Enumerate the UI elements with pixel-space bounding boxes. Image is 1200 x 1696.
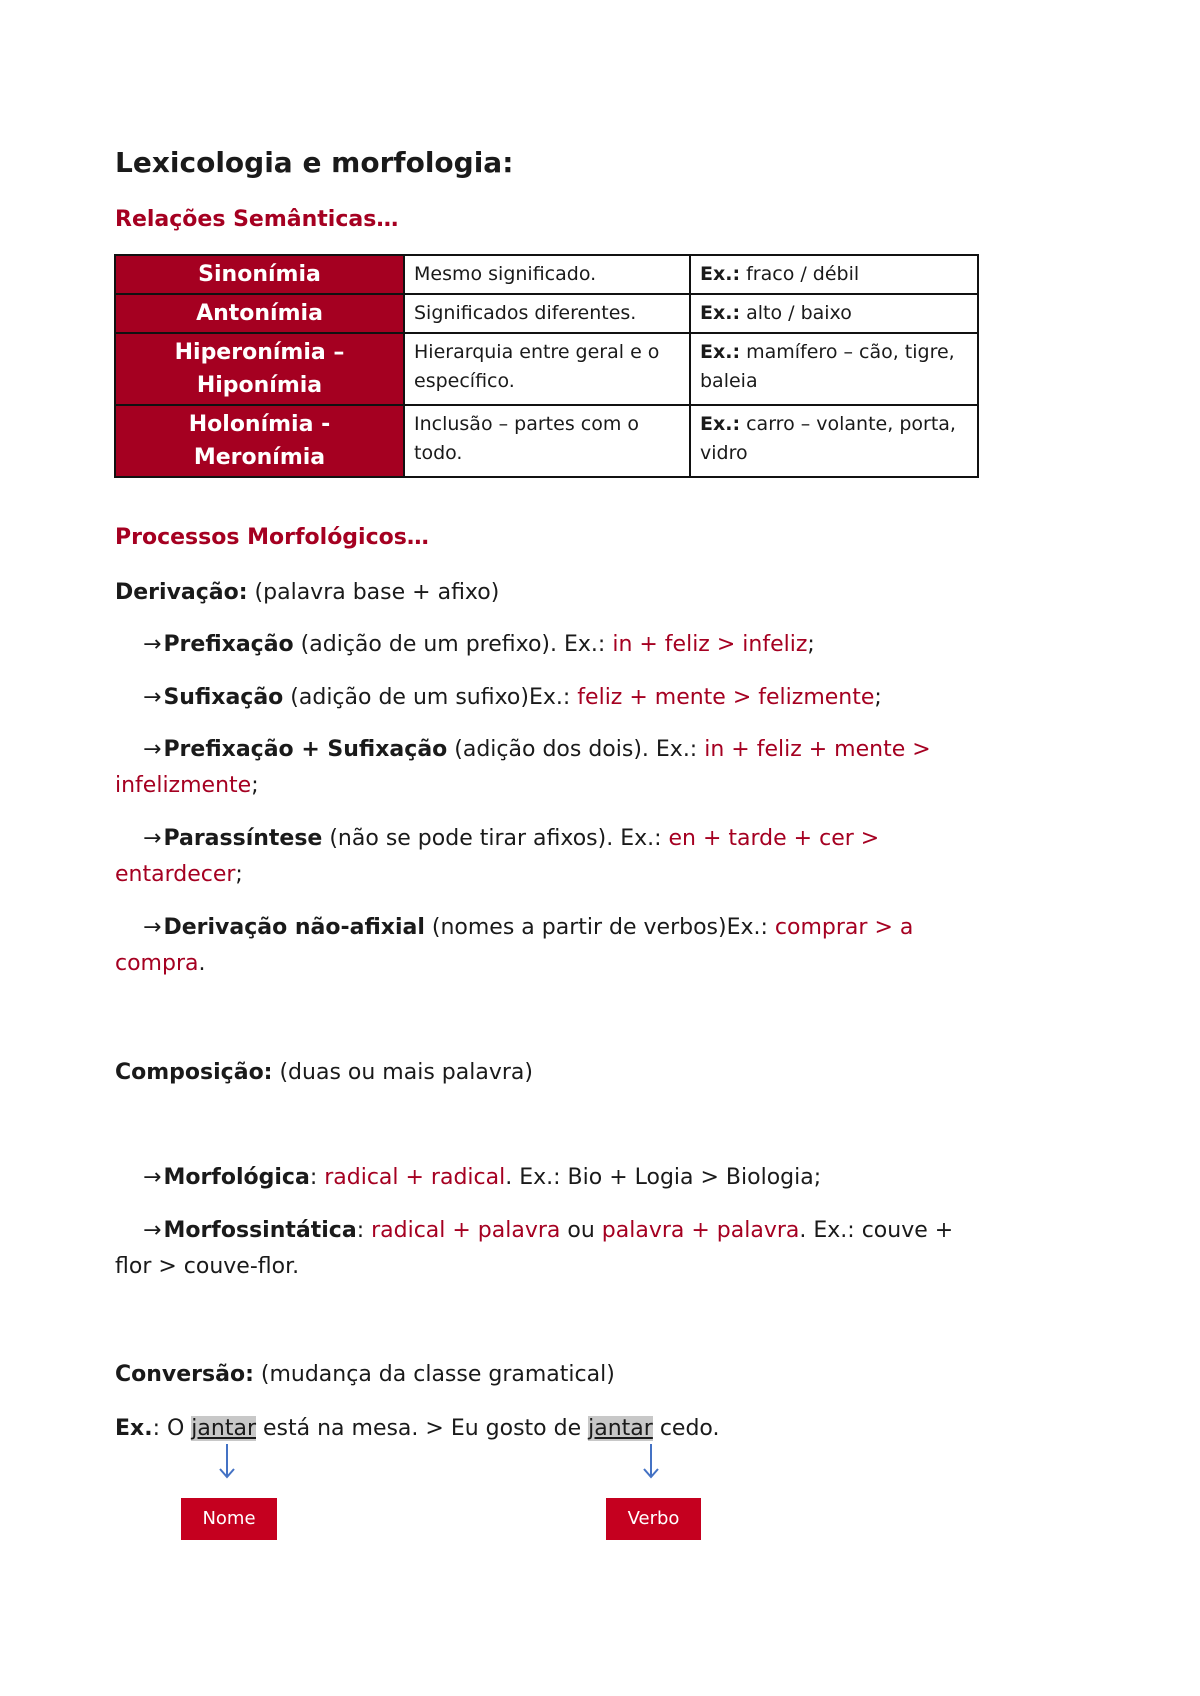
- example-label: Ex.: [115, 1416, 153, 1441]
- relation-term: Antonímia: [115, 294, 404, 333]
- derivacao-desc: (palavra base + afixo): [247, 580, 500, 605]
- process-example: palavra + palavra: [601, 1218, 800, 1243]
- composicao-desc: (duas ou mais palavra): [272, 1060, 533, 1085]
- process-example: in + feliz + mente >: [704, 737, 931, 762]
- relation-definition: Mesmo significado.: [404, 255, 690, 294]
- arrow-down-icon: [215, 1442, 239, 1482]
- example-label: Ex.:: [700, 302, 741, 324]
- conversao-heading: [115, 1362, 615, 1387]
- process-name: Prefixação: [163, 632, 294, 657]
- process-desc: (não se pode tirar afixos). Ex.:: [322, 826, 669, 851]
- relation-definition: Hierarquia entre geral e o específico.: [404, 333, 690, 405]
- semantic-section-heading: Relações Semânticas…: [115, 207, 399, 232]
- relation-example: [690, 294, 978, 333]
- process-sep: :: [356, 1218, 372, 1243]
- semantic-relations-table: [114, 254, 979, 478]
- highlighted-word-nome: jantar: [191, 1416, 256, 1441]
- process-end: .: [198, 951, 206, 976]
- arrow-icon: →: [143, 632, 162, 657]
- process-sep: :: [309, 1165, 325, 1190]
- process-end: ;: [251, 773, 259, 798]
- process-end: ;: [807, 632, 815, 657]
- process-name: Morfológica: [163, 1165, 310, 1190]
- example-text: : O: [152, 1416, 192, 1441]
- arrow-icon: →: [143, 737, 162, 762]
- process-name: Morfossintática: [163, 1218, 357, 1243]
- process-example: entardecer: [115, 862, 236, 887]
- list-item-continuation: [115, 862, 243, 887]
- arrow-icon: →: [143, 915, 162, 940]
- list-item: [143, 737, 931, 762]
- table-row: [115, 255, 978, 294]
- table-row: [115, 294, 978, 333]
- highlighted-word-verbo: jantar: [588, 1416, 653, 1441]
- relation-term: Holonímia - Meronímia: [115, 405, 404, 477]
- example-text: está na mesa. > Eu gosto de: [256, 1416, 589, 1441]
- morph-section-heading: Processos Morfológicos…: [115, 525, 429, 550]
- process-name: Sufixação: [163, 685, 284, 710]
- process-example: radical + radical: [324, 1165, 506, 1190]
- composicao-heading: [115, 1060, 533, 1085]
- process-end: ;: [874, 685, 882, 710]
- relation-term: Sinonímia: [115, 255, 404, 294]
- example-text: carro – volante, porta, vidro: [700, 413, 956, 464]
- list-item-continuation: [115, 773, 259, 798]
- list-item: [143, 1218, 953, 1243]
- process-desc: (adição de um sufixo)Ex.:: [283, 685, 578, 710]
- example-text: alto / baixo: [740, 302, 852, 324]
- conversao-example: [115, 1416, 720, 1441]
- process-mid: ou: [560, 1218, 602, 1243]
- example-text: mamífero – cão, tigre, baleia: [700, 341, 955, 392]
- relation-definition: Inclusão – partes com o todo.: [404, 405, 690, 477]
- process-name: Derivação não-afixial: [163, 915, 425, 940]
- list-item: [143, 1165, 821, 1190]
- relation-term: Hiperonímia – Hiponímia: [115, 333, 404, 405]
- list-item: [143, 826, 879, 851]
- process-example: in + feliz > infeliz: [612, 632, 808, 657]
- relation-example: [690, 333, 978, 405]
- example-text: cedo.: [652, 1416, 720, 1441]
- page-title: Lexicologia e morfologia:: [115, 146, 514, 179]
- conversao-desc: (mudança da classe gramatical): [253, 1362, 615, 1387]
- composicao-label: Composição:: [115, 1060, 273, 1085]
- conversao-label: Conversão:: [115, 1362, 254, 1387]
- process-example: feliz + mente > felizmente: [577, 685, 875, 710]
- list-item-continuation: flor > couve-flor.: [115, 1254, 300, 1279]
- process-example: compra: [115, 951, 199, 976]
- example-label: Ex.:: [700, 341, 741, 363]
- arrow-icon: →: [143, 685, 162, 710]
- process-desc: (adição dos dois). Ex.:: [447, 737, 705, 762]
- arrow-icon: →: [143, 1165, 162, 1190]
- table-row: [115, 405, 978, 477]
- list-item: [143, 915, 913, 940]
- relation-definition: Significados diferentes.: [404, 294, 690, 333]
- example-label: Ex.:: [700, 263, 741, 285]
- list-item: [143, 632, 815, 657]
- derivacao-label: Derivação:: [115, 580, 248, 605]
- example-label: Ex.:: [700, 413, 741, 435]
- process-example: radical + palavra: [371, 1218, 561, 1243]
- derivacao-heading: [115, 580, 499, 605]
- process-name: Parassíntese: [163, 826, 323, 851]
- arrow-icon: →: [143, 826, 162, 851]
- process-example: comprar > a: [774, 915, 914, 940]
- list-item: [143, 685, 882, 710]
- process-example: infelizmente: [115, 773, 252, 798]
- example-text: fraco / débil: [740, 263, 860, 285]
- process-desc: . Ex.: couve +: [799, 1218, 954, 1243]
- relation-example: [690, 405, 978, 477]
- process-desc: . Ex.: Bio + Logia > Biologia;: [505, 1165, 822, 1190]
- arrow-down-icon: [639, 1442, 663, 1482]
- process-desc: (nomes a partir de verbos)Ex.:: [424, 915, 775, 940]
- process-example: en + tarde + cer >: [668, 826, 880, 851]
- process-end: ;: [235, 862, 243, 887]
- arrow-icon: →: [143, 1218, 162, 1243]
- label-box-verbo: Verbo: [606, 1498, 701, 1540]
- relation-example: [690, 255, 978, 294]
- process-name: Prefixação + Sufixação: [163, 737, 448, 762]
- label-box-nome: Nome: [181, 1498, 277, 1540]
- list-item-continuation: [115, 951, 205, 976]
- process-desc: (adição de um prefixo). Ex.:: [293, 632, 613, 657]
- table-row: [115, 333, 978, 405]
